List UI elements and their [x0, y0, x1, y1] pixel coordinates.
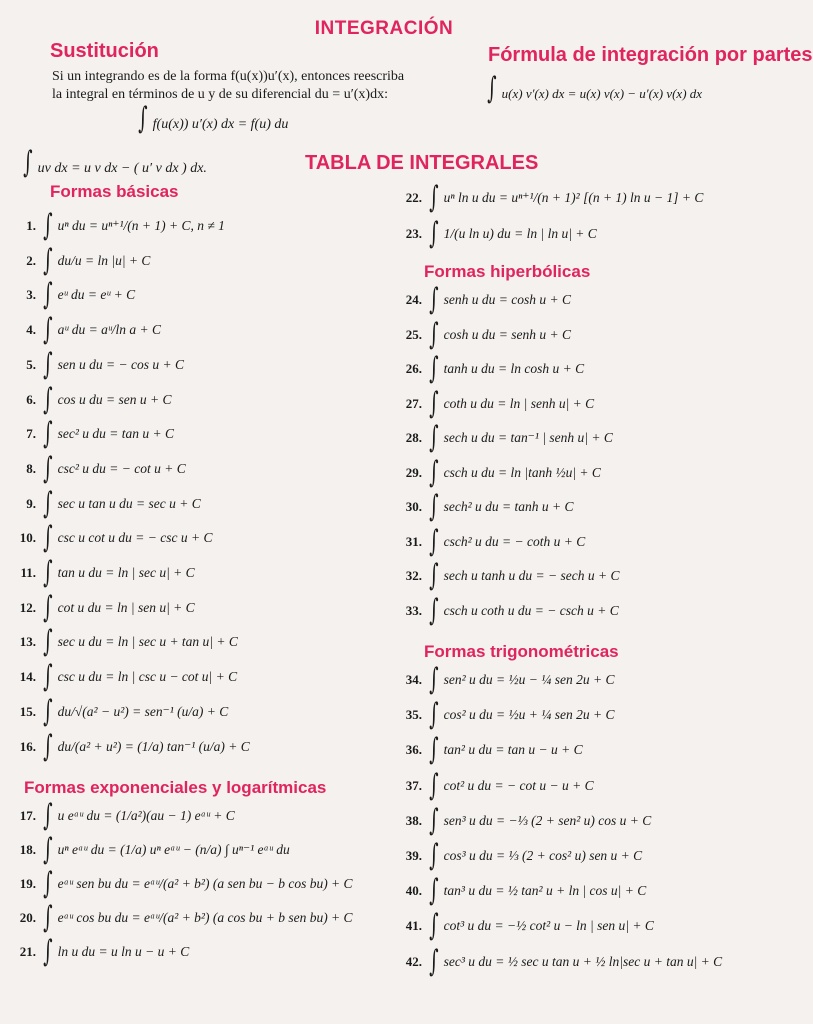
formula-number: 18. [19, 842, 36, 857]
integral-formula [396, 767, 594, 803]
formula-number: 24. [405, 292, 422, 307]
formula-text: csch² u du = − coth u + C [443, 533, 586, 549]
page-title: INTEGRACIÓN [314, 18, 454, 39]
formula-number: 5. [26, 356, 36, 372]
integral-sign: ∫ [43, 416, 53, 452]
formula-text: sech u tanh u du = − sech u + C [443, 568, 620, 583]
integral-formula [396, 910, 654, 942]
formula-number: 32. [405, 568, 422, 583]
formula-text: sec² u du = tan u + C [57, 426, 175, 442]
formula-number: 7. [26, 426, 36, 442]
formula-number: 30. [405, 499, 422, 514]
formula-text: cot u du = ln | sen u| + C [57, 599, 195, 615]
integral-formula [396, 875, 646, 907]
integral-sign: ∫ [429, 489, 439, 524]
integral-sign: ∫ [429, 802, 439, 838]
integral-formula [10, 800, 235, 832]
formula-text: 1/(u ln u) du = ln | ln u| + C [443, 226, 597, 241]
section-hiperbolicas: Formas hiperbólicas [424, 262, 591, 281]
formula-text: du/(a² + u²) = (1/a) tan⁻¹ (u/a) + C [57, 738, 250, 754]
integral-formula [396, 385, 595, 421]
formula-number: 41. [405, 918, 422, 934]
integral-formula [396, 523, 586, 559]
integral-formula [396, 491, 574, 523]
section-trigonometricas: Formas trigonométricas [424, 642, 619, 661]
formula-text: tan² u du = tan u − u + C [443, 742, 583, 758]
formula-text: sec u tan u du = sec u + C [57, 495, 201, 511]
integral-formula [396, 422, 613, 454]
integral-sign: ∫ [429, 180, 439, 215]
formula-number: 36. [405, 742, 422, 758]
formula-number: 8. [26, 460, 36, 476]
integral-sign: ∫ [43, 866, 53, 901]
integral-sign: ∫ [429, 454, 439, 490]
formula-text: uⁿ du = uⁿ⁺¹/(n + 1) + C, n ≠ 1 [57, 218, 225, 233]
formula-number: 9. [26, 495, 36, 511]
formula-number: 31. [405, 533, 422, 549]
integral-formula [10, 242, 151, 278]
sustitucion-heading: Sustitución [50, 40, 159, 62]
formula-text: csc u du = ln | csc u − cot u| + C [57, 669, 238, 685]
formula-text: uⁿ eᵃᵘ du = (1/a) uⁿ eᵃᵘ − (n/a) ∫ uⁿ⁻¹ eᵃᵘ du [57, 842, 290, 857]
byparts-alt-formula: ∫ uv dx = u v dx − ( u′ v dx ) dx. [23, 145, 207, 180]
integral-formula [396, 664, 615, 696]
integral-sign: ∫ [43, 346, 53, 382]
formula-number: 35. [405, 707, 422, 723]
formula-text: sen² u du = ½u − ¼ sen 2u + C [443, 672, 615, 687]
integral-sign: ∫ [43, 242, 53, 278]
formula-number: 6. [26, 391, 36, 407]
formula-text: tanh u du = ln cosh u + C [443, 361, 585, 376]
formula-number: 39. [405, 848, 422, 863]
formula-text: csc u cot u du = − csc u + C [57, 530, 213, 546]
integral-sign: ∫ [43, 624, 53, 660]
integral-sign: ∫ [429, 558, 439, 593]
formula-number: 27. [405, 395, 422, 411]
integral-formula [396, 592, 619, 628]
integral-formula [10, 314, 161, 346]
integral-sign: ∫ [43, 381, 53, 417]
formula-text: uⁿ ln u du = uⁿ⁺¹/(n + 1)² [(n + 1) ln u − 1] + C [443, 190, 704, 205]
integral-formula [10, 279, 135, 311]
formula-text: tan u du = ln | sec u| + C [57, 565, 195, 580]
formula-number: 16. [19, 738, 36, 754]
formula-text: csch u coth u du = − csch u + C [443, 602, 619, 618]
sustitucion-line-1: Si un integrando es de la forma f(u(x))u′(x), entonces reescriba [52, 69, 405, 84]
integral-sign: ∫ [138, 101, 148, 136]
formula-number: 13. [19, 634, 36, 650]
formula-number: 14. [19, 669, 36, 685]
integral-sign: ∫ [43, 277, 53, 313]
formula-number: 17. [19, 808, 36, 823]
formula-number: 29. [405, 464, 422, 480]
formula-text: eᵘ du = eᵘ + C [57, 287, 136, 303]
formula-text: cot³ u du = −½ cot² u − ln | sen u| + C [443, 918, 654, 934]
integral-formula [10, 902, 353, 934]
formula-text: csc² u du = − cot u + C [57, 460, 186, 476]
integral-sign: ∫ [429, 385, 439, 421]
formula-text: aᵘ du = aᵘ/ln a + C [57, 322, 162, 338]
formula-text: ln u du = u ln u − u + C [57, 944, 190, 959]
integral-sign: ∫ [487, 71, 497, 106]
formula-text: cos u du = sen u + C [57, 391, 172, 407]
integral-sign: ∫ [43, 900, 53, 935]
integral-formula [10, 868, 353, 900]
integral-formula [10, 661, 237, 693]
formula-text: du/u = ln |u| + C [57, 252, 151, 268]
integral-formula [396, 316, 571, 352]
formula-text: sec³ u du = ½ sec u tan u + ½ ln|sec u + tan u| + C [443, 953, 723, 969]
integral-sign: ∫ [43, 520, 53, 556]
integral-formula [396, 182, 703, 214]
integral-sign: ∫ [429, 662, 439, 697]
formula-number: 22. [405, 190, 422, 205]
integral-sign: ∫ [429, 523, 439, 559]
integral-formula [396, 840, 642, 872]
formula-number: 26. [405, 361, 422, 376]
formula-number: 4. [26, 322, 36, 338]
integral-formula [396, 284, 571, 316]
integral-sign: ∫ [43, 832, 53, 867]
integral-sign: ∫ [429, 873, 439, 909]
integral-sign: ∫ [43, 312, 53, 348]
sustitucion-line-2: la integral en términos de u y de su diferencial du = u′(x)dx: [52, 87, 388, 102]
formula-number: 11. [20, 565, 36, 580]
integral-formula [10, 485, 201, 521]
formula-text: senh u du = cosh u + C [443, 292, 571, 307]
partes-formula: ∫ u(x) v′(x) dx = u(x) v(x) − u′(x) v(x) dx [487, 71, 703, 106]
integral-sign: ∫ [429, 351, 439, 386]
formula-text: cot² u du = − cot u − u + C [443, 777, 594, 793]
formula-number: 37. [405, 777, 422, 793]
formula-text: cosh u du = senh u + C [443, 326, 571, 342]
integral-sign: ∫ [429, 767, 439, 803]
integral-formula [396, 454, 601, 490]
formula-number: 40. [405, 883, 422, 899]
integral-formula [396, 353, 584, 385]
integral-sign: ∫ [429, 592, 439, 628]
integral-formula [10, 210, 225, 242]
integral-sign: ∫ [429, 216, 439, 251]
formula-number: 15. [19, 703, 36, 719]
sustitucion-formula: ∫ f(u(x)) u′(x) dx = f(u) du [138, 101, 289, 136]
formula-text: coth u du = ln | senh u| + C [443, 395, 595, 411]
integral-sign: ∫ [429, 282, 439, 317]
formula-text: cos³ u du = ⅓ (2 + cos² u) sen u + C [443, 848, 643, 863]
formula-text: cos² u du = ½u + ¼ sen 2u + C [443, 707, 615, 723]
formula-number: 2. [26, 252, 36, 268]
formula-number: 25. [405, 326, 422, 342]
integral-formula [10, 557, 195, 589]
integral-formula [10, 626, 238, 658]
integral-sign: ∫ [43, 659, 53, 695]
formula-text: tan³ u du = ½ tan² u + ln | cos u| + C [443, 883, 647, 899]
formula-number: 33. [405, 602, 422, 618]
formula-number: 23. [405, 226, 422, 241]
integral-sign: ∫ [429, 420, 439, 455]
formula-number: 10. [19, 530, 36, 546]
formula-number: 28. [405, 430, 422, 445]
integral-formula [396, 218, 597, 250]
formula-number: 34. [405, 672, 422, 687]
integral-sign: ∫ [429, 908, 439, 944]
integral-sign: ∫ [43, 934, 53, 969]
formula-number: 38. [405, 812, 422, 828]
integral-sign: ∫ [429, 838, 439, 873]
formula-text: sen³ u du = −⅓ (2 + sen² u) cos u + C [443, 812, 652, 828]
formula-number: 21. [19, 944, 36, 959]
formula-number: 1. [26, 218, 36, 233]
integral-sign: ∫ [43, 728, 53, 764]
integral-formula [10, 346, 184, 382]
integral-formula [10, 522, 212, 554]
integral-sign: ∫ [43, 555, 53, 590]
section-exponenciales: Formas exponenciales y logarítmicas [24, 778, 327, 797]
tabla-heading: TABLA DE INTEGRALES [305, 152, 539, 174]
integral-formula [396, 734, 583, 766]
integral-sign: ∫ [43, 450, 53, 486]
formula-text: sen u du = − cos u + C [57, 356, 184, 372]
formula-text: sech u du = tan⁻¹ | senh u| + C [443, 430, 613, 445]
formula-text: du/√(a² − u²) = sen⁻¹ (u/a) + C [57, 703, 229, 719]
integral-sign: ∫ [429, 697, 439, 733]
formula-number: 19. [19, 876, 36, 891]
integral-formula [396, 943, 723, 979]
partes-heading: Fórmula de integración por partes [488, 44, 813, 66]
formula-text: eᵃᵘ sen bu du = eᵃᵘ/(a² + b²) (a sen bu − b cos bu) + C [57, 876, 353, 891]
integral-formula [396, 699, 615, 731]
formula-number: 12. [19, 599, 36, 615]
integral-formula [10, 589, 195, 625]
integral-formula [10, 450, 186, 486]
formula-number: 3. [26, 287, 36, 303]
integral-formula [10, 418, 174, 450]
integral-formula [10, 936, 189, 968]
integral-sign: ∫ [23, 145, 33, 180]
integral-sign: ∫ [429, 943, 439, 979]
formula-text: sec u du = ln | sec u + tan u| + C [57, 634, 238, 650]
integral-sign: ∫ [43, 798, 53, 833]
integral-sign: ∫ [43, 589, 53, 625]
integral-formula [10, 693, 229, 729]
integral-sign: ∫ [43, 208, 53, 243]
integral-sign: ∫ [429, 316, 439, 352]
formula-text: csch u du = ln |tanh ½u| + C [443, 464, 601, 480]
formula-number: 42. [405, 953, 422, 969]
integral-sign: ∫ [43, 485, 53, 521]
integral-sign: ∫ [429, 732, 439, 768]
integral-formula [10, 381, 172, 417]
formula-text: sech² u du = tanh u + C [443, 499, 574, 514]
integral-formula [10, 834, 290, 866]
integral-formula [396, 560, 619, 592]
formula-text: eᵃᵘ cos bu du = eᵃᵘ/(a² + b²) (a cos bu + b sen bu) + C [57, 910, 353, 925]
section-basicas: Formas básicas [50, 182, 179, 201]
integral-formula [10, 728, 250, 764]
integral-formula [396, 802, 652, 838]
integral-sign: ∫ [43, 693, 53, 729]
formula-number: 20. [19, 910, 36, 925]
formula-text: u eᵃᵘ du = (1/a²)(au − 1) eᵃᵘ + C [57, 808, 235, 823]
